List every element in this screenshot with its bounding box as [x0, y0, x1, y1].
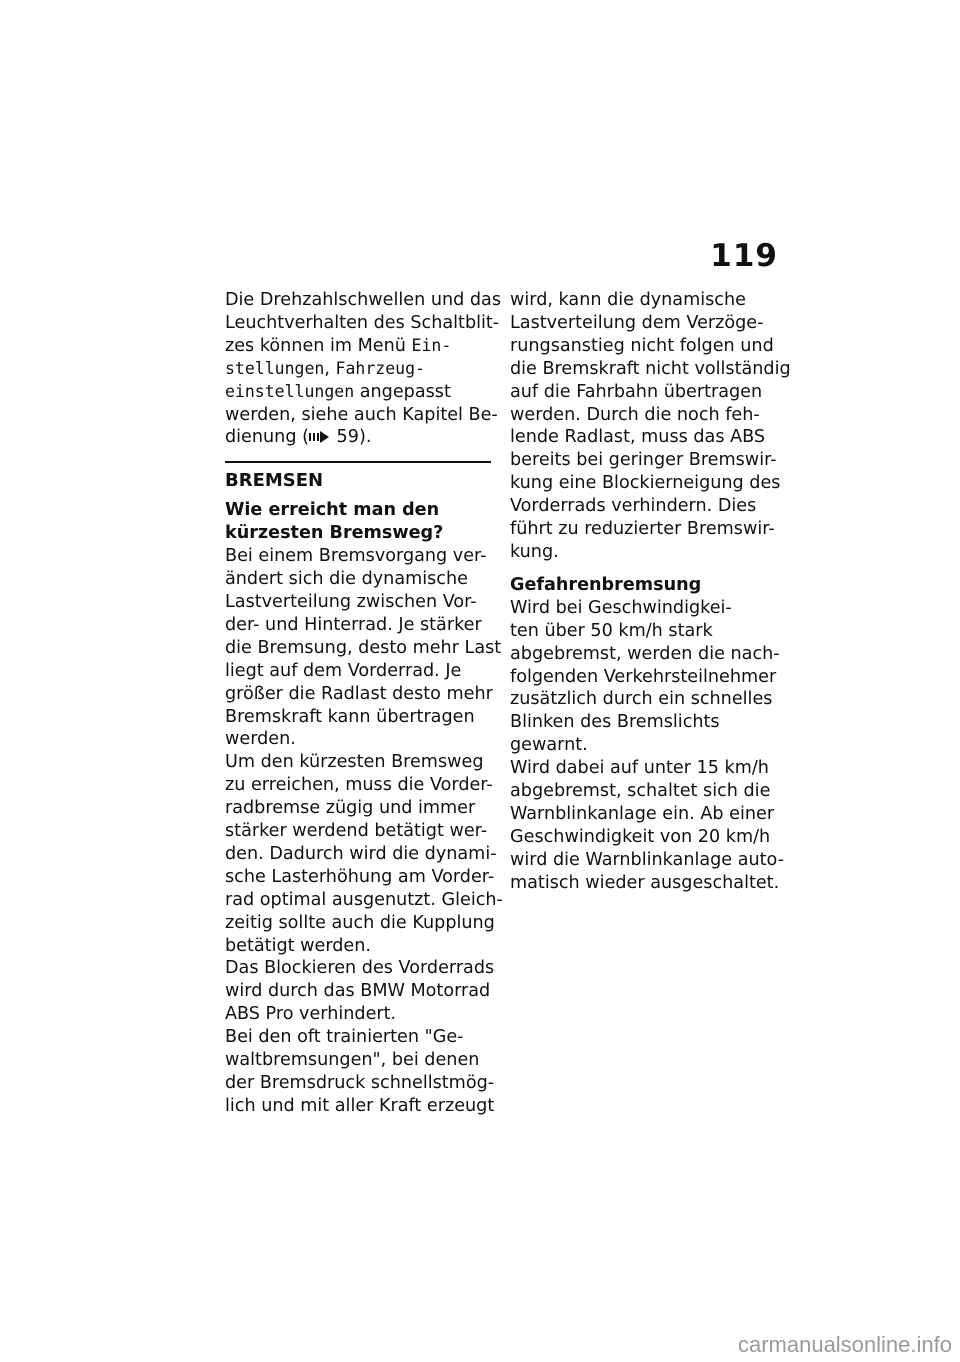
right-column	[510, 289, 791, 895]
text-line: ten über 50 km/h stark	[510, 620, 713, 641]
text-line: waltbremsungen", bei denen	[225, 1050, 480, 1071]
text-line: sche Lasterhöhung am Vorder-	[225, 866, 495, 887]
text-line: folgenden Verkehrsteilnehmer	[510, 666, 777, 687]
text-line: ändert sich die dynamische	[225, 569, 468, 590]
section-divider	[225, 461, 491, 463]
text-line: auf die Fahrbahn übertragen	[510, 381, 763, 402]
intro-text: dienung (	[225, 427, 309, 448]
text-line: wird, kann die dynamische	[510, 290, 746, 310]
page-number: 119	[710, 238, 778, 274]
text-line: Lastverteilung dem Verzöge-	[510, 312, 764, 333]
intro-line	[225, 426, 493, 449]
text-line: die Bremsung, desto mehr Last	[225, 637, 502, 658]
text-line: Bei einem Bremsvorgang ver-	[225, 546, 487, 567]
text-line: wird durch das BMW Motorrad	[225, 981, 491, 1002]
text-line: gewarnt.	[510, 735, 588, 756]
menu-path-text: Fahrzeug-	[335, 358, 425, 378]
text-line: zu erreichen, muss die Vorder-	[225, 775, 493, 796]
text-line: der Bremsdruck schnellstmög-	[225, 1073, 495, 1093]
text-line: lende Radlast, muss das ABS	[510, 427, 766, 448]
intro-text: ,	[324, 358, 336, 379]
watermark-footer: carmanualsonline.info	[737, 1332, 952, 1357]
text-line: Wird dabei auf unter 15 km/h	[510, 758, 769, 779]
text-line: Das Blockieren des Vorderrads	[225, 958, 495, 979]
text-line: wird die Warnblinkanlage auto-	[510, 849, 784, 870]
text-line: kung eine Blockierneigung des	[510, 473, 781, 494]
text-line: werden. Durch die noch feh-	[510, 404, 760, 425]
page-reference-text: 59).	[330, 427, 372, 448]
right-body-text-2	[510, 597, 782, 895]
text-line: zusätzlich durch ein schnelles	[510, 689, 773, 710]
text-line: führt zu reduzierter Bremswir-	[510, 519, 775, 540]
right-body-text	[510, 289, 791, 564]
intro-text: zes können im Menü	[225, 335, 412, 356]
subheading-gefahrenbremsung: Gefahrenbremsung	[510, 574, 702, 595]
text-line: Wird bei Geschwindigkei-	[510, 597, 732, 618]
intro-text: angepasst	[354, 381, 451, 402]
text-line: Blinken des Bremslichts	[510, 712, 720, 733]
text-line: abgebremst, werden die nach-	[510, 643, 780, 664]
menu-path-text: stellungen	[225, 358, 325, 378]
subheading: Wie erreicht man den	[225, 500, 440, 521]
intro-line: werden, siehe auch Kapitel Be-	[225, 404, 498, 425]
text-line: zeitig sollte auch die Kupplung	[225, 912, 495, 933]
text-line: der- und Hinterrad. Je stärker	[225, 614, 482, 635]
text-line: stärker werdend betätigt wer-	[225, 821, 488, 842]
text-line: größer die Radlast desto mehr	[225, 683, 493, 704]
text-line: Bei den oft trainierten "Ge-	[225, 1027, 464, 1048]
left-body-text	[225, 545, 503, 1118]
text-line: Lastverteilung zwischen Vor-	[225, 591, 477, 612]
text-line: Bremskraft kann übertragen	[225, 706, 475, 727]
intro-line: Leuchtverhalten des Schaltblit-	[225, 312, 500, 333]
text-line: bereits bei geringer Bremswir-	[510, 450, 777, 471]
text-line: rad optimal ausgenutzt. Gleich-	[225, 889, 503, 910]
menu-path-text: einstellungen	[225, 381, 355, 401]
intro-line	[225, 381, 493, 404]
text-line: matisch wieder ausgeschaltet.	[510, 872, 780, 893]
text-line: Vorderrads verhindern. Dies	[510, 496, 757, 517]
text-line: die Bremskraft nicht vollständig	[510, 358, 791, 379]
text-line: betätigt werden.	[225, 935, 371, 956]
text-line: kung.	[510, 541, 559, 562]
page-reference-arrow-icon	[309, 430, 331, 444]
intro-line: Die Drehzahlschwellen und das	[225, 290, 502, 310]
left-column	[225, 289, 503, 1118]
text-line: Geschwindigkeit von 20 km/h	[510, 826, 771, 847]
text-line: den. Dadurch wird die dynami-	[225, 843, 497, 864]
intro-line	[225, 335, 493, 358]
subheading: kürzesten Bremsweg?	[225, 523, 444, 544]
section-title: BREMSEN	[225, 470, 324, 492]
text-line: werden.	[225, 729, 296, 750]
text-line: rungsanstieg nicht folgen und	[510, 335, 774, 356]
text-line: abgebremst, schaltet sich die	[510, 781, 771, 802]
text-line: Um den kürzesten Bremsweg	[225, 752, 484, 773]
text-line: lich und mit aller Kraft erzeugt	[225, 1095, 495, 1116]
text-line: radbremse zügig und immer	[225, 798, 476, 819]
text-line: Warnblinkanlage ein. Ab einer	[510, 803, 775, 824]
text-line: ABS Pro verhindert.	[225, 1004, 397, 1025]
text-line: liegt auf dem Vorderrad. Je	[225, 660, 462, 681]
intro-line	[225, 358, 493, 381]
menu-path-text: Ein-	[411, 335, 452, 355]
